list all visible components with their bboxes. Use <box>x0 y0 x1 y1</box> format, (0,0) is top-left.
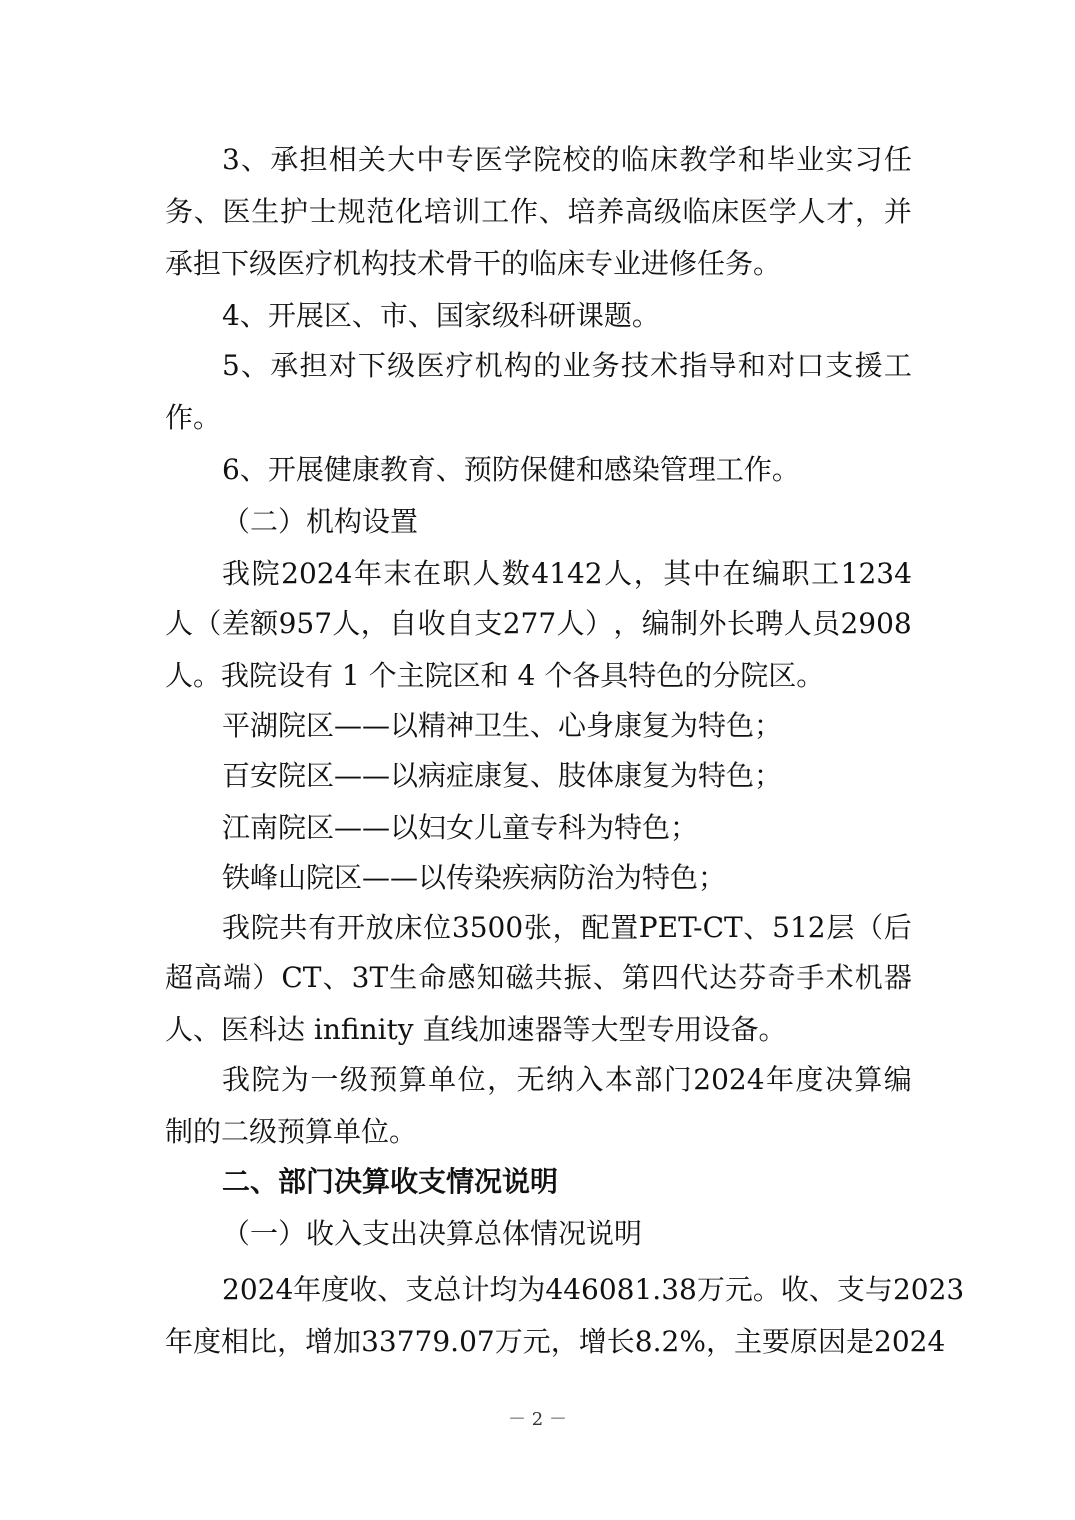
text-unit: 高 <box>625 195 654 228</box>
text-unit: 主 <box>733 1325 762 1358</box>
paragraph-line <box>165 194 912 230</box>
text-unit: 床 <box>394 911 423 944</box>
paragraph-line <box>222 556 912 592</box>
text-unit: 毕 <box>766 143 795 176</box>
text-unit: 支 <box>474 607 503 640</box>
text-unit: ， <box>360 607 389 640</box>
text-unit: 四 <box>651 961 680 994</box>
text-unit: 训 <box>452 195 481 228</box>
text-unit: 要 <box>761 1325 790 1358</box>
text-unit: 与 <box>864 1273 893 1306</box>
text-unit: 人 <box>783 607 812 640</box>
text-unit: 957 <box>278 607 333 640</box>
text-unit: 年 <box>165 1325 194 1358</box>
campus-item: 百安院区——以病症康复、肢体康复为特色； <box>222 759 783 792</box>
text-unit: 度 <box>321 1273 350 1306</box>
text-unit: 规 <box>337 195 366 228</box>
text-unit: 临 <box>620 143 649 176</box>
text-unit: （ <box>193 607 222 640</box>
text-unit: 床 <box>650 143 679 176</box>
text-unit: 指 <box>679 349 708 382</box>
text-unit: 我 <box>222 911 251 944</box>
text-unit: 张 <box>523 911 552 944</box>
text-unit: CT <box>281 961 322 994</box>
text-unit: 承 <box>270 349 299 382</box>
text-unit: 大 <box>387 143 416 176</box>
text-unit: 学 <box>768 195 797 228</box>
text-unit: 支 <box>836 1273 865 1306</box>
text-unit: 和 <box>737 143 766 176</box>
text-unit: 术 <box>650 349 679 382</box>
text-unit: 8.2% <box>634 1325 706 1358</box>
text-unit: 本 <box>604 1063 633 1096</box>
text-unit: 制 <box>670 607 699 640</box>
text-unit: 任 <box>883 143 912 176</box>
text-unit: 算 <box>398 1063 427 1096</box>
text-unit: 对 <box>328 349 357 382</box>
text-unit: 人 <box>332 607 361 640</box>
text-unit: 承 <box>270 143 299 176</box>
text-unit: 生 <box>251 195 280 228</box>
text-unit: 院 <box>251 557 280 590</box>
text-unit: 技 <box>620 349 649 382</box>
text-unit: 专 <box>445 143 474 176</box>
text-unit: 、 <box>377 1273 406 1306</box>
text-unit: 第 <box>621 961 650 994</box>
campus-item: 平湖院区——以精神卫生、心身康复为特色； <box>222 709 783 742</box>
text-unit: 446081.38 <box>545 1273 697 1306</box>
text-unit: 并 <box>883 195 912 228</box>
text-unit: 担 <box>299 349 328 382</box>
text-unit: 手 <box>796 961 825 994</box>
text-unit: 编 <box>883 1063 912 1096</box>
text-unit: 、 <box>241 143 270 176</box>
text-unit: 知 <box>476 961 505 994</box>
text-unit: 总 <box>433 1273 462 1306</box>
text-unit: 自 <box>445 607 474 640</box>
text-unit: 元 <box>522 1325 551 1358</box>
text-unit: 计 <box>461 1273 490 1306</box>
text-unit: 士 <box>308 195 337 228</box>
text-unit: 、 <box>592 961 621 994</box>
text-unit: 人 <box>165 607 194 640</box>
text-unit: ， <box>277 1325 306 1358</box>
text-unit: ， <box>550 1325 579 1358</box>
text-unit: 中 <box>416 143 445 176</box>
text-unit: 关 <box>357 143 386 176</box>
text-unit: 年 <box>293 1273 322 1306</box>
text-unit: ， <box>487 1063 516 1096</box>
text-unit: 构 <box>504 349 533 382</box>
text-unit: 机 <box>474 349 503 382</box>
text-unit: 人 <box>604 557 633 590</box>
text-unit: 2024 <box>222 1273 294 1306</box>
text-unit: 工 <box>811 557 840 590</box>
text-unit: 作 <box>510 195 539 228</box>
text-unit: 一 <box>310 1063 339 1096</box>
text-unit: 磁 <box>505 961 534 994</box>
text-unit: 、 <box>743 911 772 944</box>
text-unit: ， <box>855 195 884 228</box>
text-unit: 学 <box>708 143 737 176</box>
text-unit: PET-CT <box>638 911 743 944</box>
text-unit: 差 <box>221 607 250 640</box>
text-unit: 学 <box>504 143 533 176</box>
text-unit: 的 <box>591 143 620 176</box>
paragraph-line: 制的二级预算单位。 <box>165 1115 418 1148</box>
text-unit: 自 <box>389 607 418 640</box>
text-unit: 我 <box>222 557 251 590</box>
text-unit: ， <box>633 557 662 590</box>
text-unit: 护 <box>280 195 309 228</box>
text-unit: 职 <box>781 557 810 590</box>
text-unit: 疗 <box>445 349 474 382</box>
text-unit: 机 <box>854 961 883 994</box>
text-unit: 级 <box>339 1063 368 1096</box>
text-unit: 培 <box>423 195 452 228</box>
text-unit: 共 <box>534 961 563 994</box>
text-unit: ） <box>252 961 281 994</box>
paragraph-line: 人。我院设有 1 个主院区和 4 个各具特色的分院区。 <box>165 659 825 692</box>
text-unit: 收 <box>417 607 446 640</box>
text-unit: 1234 <box>840 557 912 590</box>
paragraph-line <box>222 142 912 178</box>
text-unit: 。 <box>752 1273 781 1306</box>
paragraph-line <box>165 1324 946 1360</box>
text-unit: 习 <box>854 143 883 176</box>
text-unit: 层 <box>826 911 855 944</box>
paragraph-line <box>165 960 912 996</box>
text-unit: 援 <box>854 349 883 382</box>
text-unit: 为 <box>517 1273 546 1306</box>
text-unit: 工 <box>481 195 510 228</box>
text-unit: 务 <box>591 349 620 382</box>
text-unit: 、 <box>538 195 567 228</box>
text-unit: 3500 <box>451 911 524 944</box>
text-unit: 额 <box>250 607 279 640</box>
text-unit: 年 <box>765 1063 794 1096</box>
text-unit: 3 <box>222 143 240 176</box>
campus-item: 铁峰山院区——以传染疾病防治为特色； <box>222 861 727 894</box>
text-unit: 加 <box>333 1325 362 1358</box>
text-unit: 末 <box>383 557 412 590</box>
text-unit: 相 <box>328 143 357 176</box>
text-unit: 、 <box>241 349 270 382</box>
text-unit: 端 <box>223 961 252 994</box>
text-unit: 医 <box>416 349 445 382</box>
text-unit: 务 <box>165 195 194 228</box>
text-unit: 2024 <box>693 1063 765 1096</box>
text-unit: 在 <box>413 557 442 590</box>
text-unit: 奇 <box>767 961 796 994</box>
text-unit: 年 <box>353 557 382 590</box>
text-unit: 门 <box>663 1063 692 1096</box>
campus-item: 江南院区——以妇女儿童专科为特色； <box>222 811 699 844</box>
text-unit: 万 <box>696 1273 725 1306</box>
section-heading: 二、部门决算收支情况说明 <box>222 1165 559 1198</box>
text-unit: 2024 <box>874 1325 946 1358</box>
text-unit: 级 <box>653 195 682 228</box>
text-unit: 预 <box>369 1063 398 1096</box>
paragraph-line <box>222 910 912 946</box>
text-unit: 器 <box>883 961 912 994</box>
text-unit: 对 <box>766 349 795 382</box>
text-unit: 共 <box>279 911 308 944</box>
text-unit: 业 <box>796 143 825 176</box>
text-unit: 医 <box>474 143 503 176</box>
text-unit: 支 <box>825 349 854 382</box>
text-unit: 3T <box>351 961 389 994</box>
text-unit: 、 <box>808 1273 837 1306</box>
text-unit: 术 <box>825 961 854 994</box>
text-unit: 在 <box>722 557 751 590</box>
text-unit: 增 <box>578 1325 607 1358</box>
text-unit: 入 <box>575 1063 604 1096</box>
text-unit: 数 <box>501 557 530 590</box>
text-unit: 后 <box>883 911 912 944</box>
text-unit: 因 <box>818 1325 847 1358</box>
text-unit: 收 <box>349 1273 378 1306</box>
text-unit: 高 <box>194 961 223 994</box>
text-unit: 芬 <box>738 961 767 994</box>
text-unit: 支 <box>405 1273 434 1306</box>
text-unit: 位 <box>457 1063 486 1096</box>
text-unit: 为 <box>280 1063 309 1096</box>
text-unit: 有 <box>308 911 337 944</box>
paragraph-line: 6、开展健康教育、预防保健和感染管理工作。 <box>222 453 800 486</box>
text-unit: 5 <box>222 349 240 382</box>
text-unit: 相 <box>221 1325 250 1358</box>
paragraph-line <box>165 606 912 642</box>
paragraph-line: 4、开展区、市、国家级科研课题。 <box>222 299 660 332</box>
text-unit: 度 <box>795 1063 824 1096</box>
text-unit: 2908 <box>840 607 912 640</box>
page-number: － 2 － <box>508 1409 567 1430</box>
text-unit: 置 <box>610 911 639 944</box>
text-unit: 编 <box>751 557 780 590</box>
text-unit: 才 <box>826 195 855 228</box>
text-unit: 业 <box>562 349 591 382</box>
text-unit: 原 <box>789 1325 818 1358</box>
text-unit: （ <box>855 911 884 944</box>
text-unit: 口 <box>796 349 825 382</box>
text-unit: 实 <box>825 143 854 176</box>
text-unit: 临 <box>682 195 711 228</box>
text-unit: 位 <box>423 911 452 944</box>
text-unit: 开 <box>336 911 365 944</box>
paragraph-line: 承担下级医疗机构技术骨干的临床专业进修任务。 <box>165 247 782 280</box>
text-unit: 范 <box>366 195 395 228</box>
paragraph-line <box>222 1062 912 1098</box>
text-unit: 床 <box>711 195 740 228</box>
text-unit: 职 <box>442 557 471 590</box>
text-unit: 校 <box>562 143 591 176</box>
text-unit: 无 <box>516 1063 545 1096</box>
text-unit: 培 <box>567 195 596 228</box>
text-unit: ， <box>705 1325 734 1358</box>
text-unit: 和 <box>737 349 766 382</box>
section-subheading: （一）收入支出决算总体情况说明 <box>222 1217 643 1250</box>
text-unit: 级 <box>387 349 416 382</box>
text-unit: 人 <box>797 195 826 228</box>
section-subheading: （二）机构设置 <box>222 505 419 538</box>
text-unit: 2024 <box>281 557 353 590</box>
text-unit: 单 <box>428 1063 457 1096</box>
text-unit: 是 <box>846 1325 875 1358</box>
text-unit: 医 <box>740 195 769 228</box>
text-unit: 工 <box>883 349 912 382</box>
paragraph-line: 人、医科达 infinity 直线加速器等大型专用设备。 <box>165 1013 787 1046</box>
text-unit: 的 <box>533 349 562 382</box>
text-unit: 聘 <box>755 607 784 640</box>
text-unit: 外 <box>698 607 727 640</box>
text-unit: 万 <box>494 1325 523 1358</box>
text-unit: ， <box>613 607 642 640</box>
text-unit: 担 <box>299 143 328 176</box>
text-unit: 其 <box>663 557 692 590</box>
text-unit: 感 <box>447 961 476 994</box>
text-unit: 纳 <box>545 1063 574 1096</box>
text-unit: 均 <box>489 1273 518 1306</box>
text-unit: 振 <box>563 961 592 994</box>
text-unit: 人 <box>556 607 585 640</box>
text-unit: 4142 <box>531 557 603 590</box>
text-unit: 院 <box>533 143 562 176</box>
text-unit: 512 <box>772 911 826 944</box>
text-unit: 长 <box>726 607 755 640</box>
text-unit: 度 <box>193 1325 222 1358</box>
text-unit: 导 <box>708 349 737 382</box>
text-unit: 算 <box>854 1063 883 1096</box>
text-unit: 超 <box>165 961 194 994</box>
text-unit: 中 <box>692 557 721 590</box>
text-unit: 决 <box>824 1063 853 1096</box>
text-unit: 院 <box>250 911 279 944</box>
text-unit: 生 <box>389 961 418 994</box>
text-unit: 编 <box>641 607 670 640</box>
text-unit: 增 <box>305 1325 334 1358</box>
text-unit: 收 <box>780 1273 809 1306</box>
text-unit: 277 <box>502 607 557 640</box>
text-unit: 院 <box>251 1063 280 1096</box>
paragraph-line <box>222 348 912 384</box>
text-unit: 人 <box>472 557 501 590</box>
text-unit: 达 <box>709 961 738 994</box>
text-unit: 化 <box>395 195 424 228</box>
text-unit: 、 <box>193 195 222 228</box>
text-unit: 配 <box>581 911 610 944</box>
text-unit: 、 <box>322 961 351 994</box>
text-unit: ， <box>552 911 581 944</box>
text-unit: 员 <box>812 607 841 640</box>
text-unit: 养 <box>596 195 625 228</box>
text-unit: 代 <box>680 961 709 994</box>
paragraph-line <box>222 1272 965 1308</box>
text-unit: 元 <box>724 1273 753 1306</box>
text-unit: 长 <box>606 1325 635 1358</box>
paragraph-line: 作。 <box>165 401 222 434</box>
text-unit: 下 <box>357 349 386 382</box>
text-unit: 部 <box>634 1063 663 1096</box>
text-unit: 33779.07 <box>361 1325 495 1358</box>
text-unit: 教 <box>679 143 708 176</box>
text-unit: 医 <box>222 195 251 228</box>
text-unit: 命 <box>418 961 447 994</box>
text-unit: ） <box>584 607 613 640</box>
text-unit: 比 <box>249 1325 278 1358</box>
text-unit: 我 <box>222 1063 251 1096</box>
text-unit: 放 <box>365 911 394 944</box>
text-unit: 2023 <box>892 1273 965 1306</box>
